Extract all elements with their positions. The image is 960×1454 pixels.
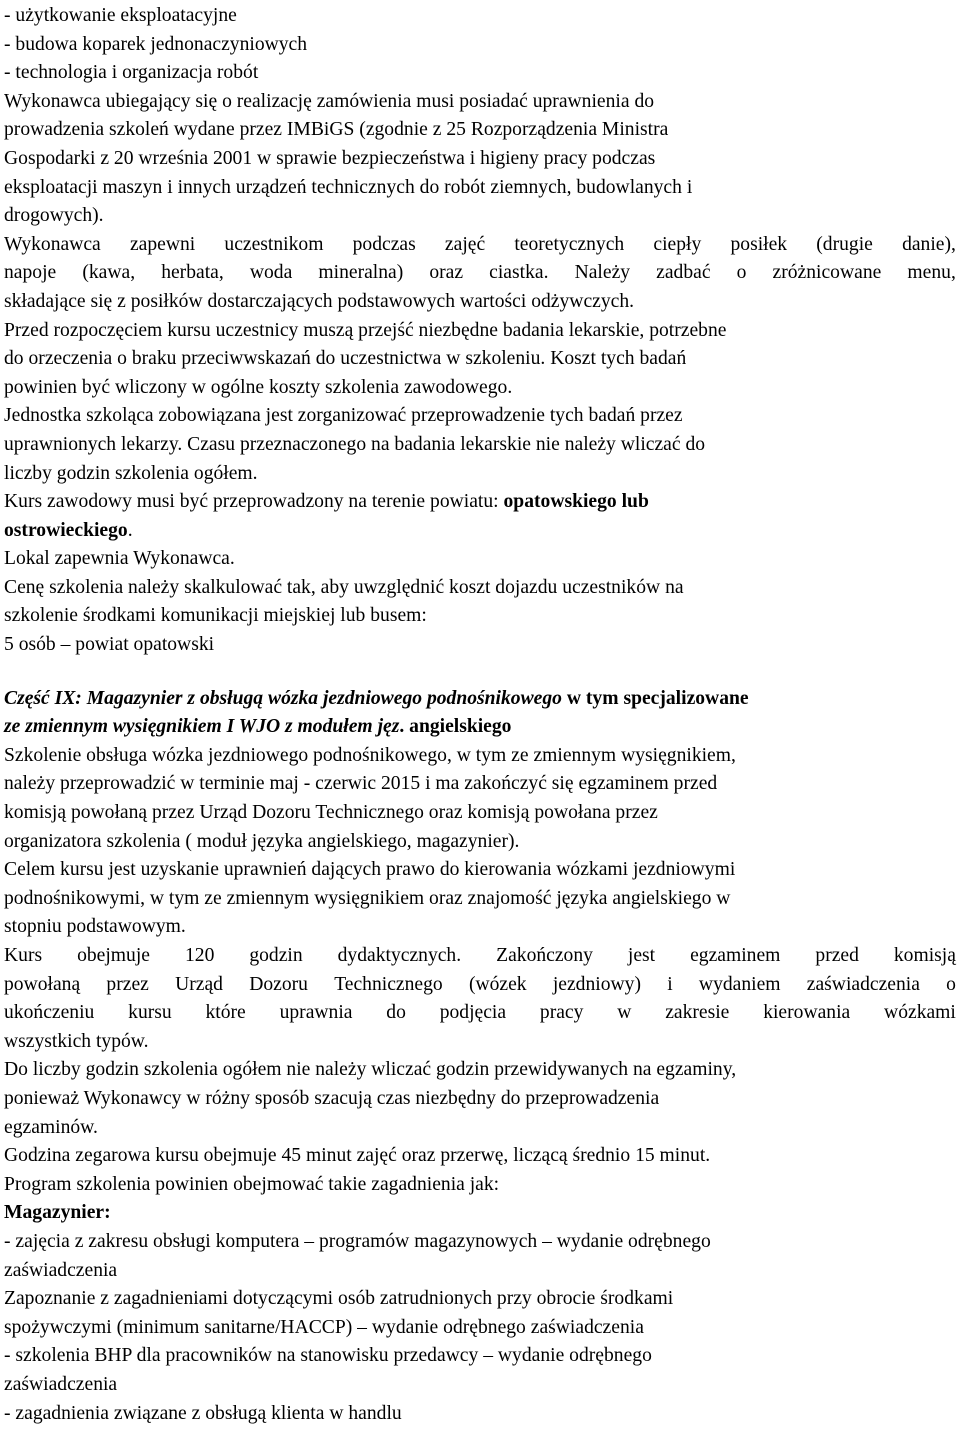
text-line <box>4 488 956 517</box>
word: kursu <box>128 1002 172 1024</box>
text-line: komisją powołaną przez Urząd Dozoru Technicznego oraz komisją powołana przez <box>4 802 658 824</box>
word: kierowania <box>763 1002 851 1024</box>
word: herbata, <box>161 262 224 284</box>
word: zróżnicowane <box>772 262 882 284</box>
text-line: Do liczby godzin szkolenia ogółem nie należy wliczać godzin przewidywanych na egzaminy, <box>4 1059 737 1081</box>
word: ciastka. <box>489 262 549 284</box>
list-item: - szkolenia BHP dla pracowników na stanowisku przedawcy – wydanie odrębnego <box>4 1345 652 1367</box>
word: które <box>205 1002 246 1024</box>
paragraph-cena <box>4 574 956 660</box>
list-item: - zagadnienia związane z obsługą klienta w handlu <box>4 1402 402 1424</box>
word: w <box>617 1002 632 1024</box>
word: powołaną <box>4 973 81 995</box>
text-line: Cenę szkolenia należy skalkulować tak, aby uwzględnić koszt dojazdu uczestników na <box>4 576 684 598</box>
list-item: zaświadczenia <box>4 1373 118 1395</box>
text-line <box>4 999 956 1028</box>
word: zakresie <box>665 1002 730 1024</box>
text-line: podnośnikowymi, w tym ze zmiennym wysięgnikiem oraz znajomość języka angielskiego w <box>4 887 731 909</box>
word: zapewni <box>129 233 196 255</box>
word: przed <box>815 945 859 966</box>
word: do <box>386 1002 406 1024</box>
list-top <box>4 2 956 88</box>
text-line: Program szkolenia powinien obejmować takie zagadnienia jak: <box>4 1173 500 1195</box>
word: woda <box>249 262 293 284</box>
word: i <box>667 973 673 995</box>
word: o <box>946 973 956 995</box>
text-line: liczby godzin szkolenia ogółem. <box>4 462 258 484</box>
text-line: do orzeczenia o braku przeciwwskazań do uczestnictwa w szkoleniu. Koszt tych badań <box>4 348 687 370</box>
word: wózkami <box>884 1002 956 1024</box>
text-line <box>4 517 956 546</box>
list-item: spożywczymi (minimum sanitarne/HACCP) – wydanie odrębnego zaświadczenia <box>4 1316 644 1338</box>
text-line <box>4 231 956 260</box>
text-line: prowadzenia szkoleń wydane przez IMBiGS (zgodnie z 25 Rozporządzenia Ministra <box>4 119 669 141</box>
paragraph-uprawnienia <box>4 88 956 231</box>
word: komisją <box>893 945 956 966</box>
word: 120 <box>184 945 215 966</box>
text-line: Wykonawca ubiegający się o realizację zamówienia musi posiadać uprawnienia do <box>4 90 655 112</box>
teren-prefix: Kurs zawodowy musi być przeprowadzony na terenie powiatu: <box>4 491 504 513</box>
word: Kurs <box>4 945 43 966</box>
word: Dozoru <box>249 973 308 995</box>
word: podjęcia <box>439 1002 507 1024</box>
heading-line <box>4 713 956 742</box>
word: zadbać <box>656 262 711 284</box>
heading-line <box>4 685 956 714</box>
word: dydaktycznych. <box>337 945 462 966</box>
word: egzaminem <box>690 945 781 966</box>
paragraph-kurs <box>4 942 956 1056</box>
text-line: składające się z posiłków dostarczających podstawowych wartości odżywczych. <box>4 290 635 312</box>
text-line: szkolenie środkami komunikacji miejskiej lub busem: <box>4 605 427 627</box>
word: przez <box>106 973 149 995</box>
word: posiłek <box>730 233 788 255</box>
text-line: powinien być wliczony w ogólne koszty szkolenia zawodowego. <box>4 376 513 398</box>
word: podczas <box>352 233 416 255</box>
list-item: - technologia i organizacja robót <box>4 62 259 84</box>
text-line: Godzina zegarowa kursu obejmuje 45 minut zajęć oraz przerwę, liczącą średnio 15 minut. <box>4 1145 711 1167</box>
word: danie), <box>902 233 956 255</box>
word: zaświadczenia <box>806 973 920 995</box>
text-line: Celem kursu jest uzyskanie uprawnień dających prawo do kierowania wózkami jezdniowymi <box>4 859 736 881</box>
list-magazynier <box>4 1228 956 1428</box>
heading-italic: ze zmiennym wysięgnikiem I WJO z modułem jęz <box>4 716 400 738</box>
text-line: uprawnionych lekarzy. Czasu przeznaczonego na badania lekarskie nie należy wliczać do <box>4 433 706 455</box>
list-item: Zapoznanie z zagadnieniami dotyczącymi osób zatrudnionych przy obrocie środkami <box>4 1288 674 1310</box>
word: (wózek <box>468 973 527 995</box>
lokal-text: Lokal zapewnia Wykonawca. <box>4 548 235 570</box>
teren-suffix: . <box>127 519 133 541</box>
word: uprawnia <box>279 1002 353 1024</box>
text-line: drogowych). <box>4 205 104 227</box>
list-item: - zajęcia z zakresu obsługi komputera – programów magazynowych – wydanie odrębnego <box>4 1230 711 1252</box>
word: Urząd <box>175 973 223 995</box>
list-item: zaświadczenia <box>4 1259 118 1281</box>
text-line: wszystkich typów. <box>4 1030 149 1052</box>
word: Zakończony <box>496 945 593 966</box>
text-line: Szkolenie obsługa wózka jezdniowego podnośnikowego, w tym ze zmiennym wysięgnikiem, <box>4 744 736 766</box>
word: o <box>736 262 747 284</box>
text-line: należy przeprowadzić w terminie maj - czerwic 2015 i ma zakończyć się egzaminem przed <box>4 773 718 795</box>
spacer <box>4 660 956 685</box>
paragraph-godziny <box>4 1056 956 1199</box>
text-line <box>4 942 956 971</box>
word: menu, <box>907 262 956 284</box>
list-item: - budowa koparek jednonaczyniowych <box>4 33 308 55</box>
word: jest <box>627 945 656 966</box>
text-line: Gospodarki z 20 września 2001 w sprawie bezpieczeństwa i higieny pracy podczas <box>4 147 656 169</box>
word: zajęć <box>444 233 486 255</box>
word: pracy <box>539 1002 584 1024</box>
word: mineralna) <box>318 262 404 284</box>
word: napoje <box>4 262 57 284</box>
word: Technicznego <box>334 973 443 995</box>
word: Wykonawca <box>4 233 101 255</box>
word: teoretycznych <box>514 233 625 255</box>
text-line: stopniu podstawowym. <box>4 916 186 938</box>
paragraph-cel <box>4 856 956 942</box>
word: godzin <box>249 945 303 966</box>
word: wydaniem <box>698 973 781 995</box>
word: obejmuje <box>77 945 150 966</box>
list-item: - użytkowanie eksploatacyjne <box>4 5 237 26</box>
word: jezdniowy) <box>552 973 641 995</box>
paragraph-szkolenie <box>4 742 956 856</box>
text-line: Jednostka szkoląca zobowiązana jest zorganizować przeprowadzenie tych badań przez <box>4 405 683 427</box>
heading-bold: w tym specjalizowane <box>561 687 749 709</box>
word: ukończeniu <box>4 1002 95 1024</box>
word: (drugie <box>816 233 873 255</box>
paragraph-badania <box>4 317 956 489</box>
magazynier-heading: Magazynier: <box>4 1202 111 1224</box>
teren-powiat-2: ostrowieckiego <box>4 519 128 541</box>
text-line: egzaminów. <box>4 1116 98 1138</box>
word: Należy <box>574 262 631 284</box>
heading-italic: Część IX: Magazynier z obsługą wózka jezdniowego podnośnikowego <box>4 687 562 709</box>
word: uczestnikom <box>224 233 324 255</box>
paragraph-posilek <box>4 231 956 317</box>
heading-bold: . angielskiego <box>399 716 512 738</box>
text-line: organizatora szkolenia ( moduł języka angielskiego, magazynier). <box>4 830 520 852</box>
word: oraz <box>429 262 464 284</box>
text-line: ponieważ Wykonawcy w różny sposób szacują czas niezbędny do przeprowadzenia <box>4 1087 660 1109</box>
paragraph-teren <box>4 488 956 545</box>
text-line: eksploatacji maszyn i innych urządzeń technicznych do robót ziemnych, budowlanych i <box>4 176 693 198</box>
section-ix-heading <box>4 685 956 742</box>
text-line: Przed rozpoczęciem kursu uczestnicy muszą przejść niezbędne badania lekarskie, potrzebne <box>4 319 727 341</box>
text-line <box>4 259 956 288</box>
text-line <box>4 971 956 1000</box>
word: ciepły <box>653 233 702 255</box>
teren-powiat-1: opatowskiego lub <box>503 491 649 513</box>
word: (kawa, <box>82 262 136 284</box>
text-line: 5 osób – powiat opatowski <box>4 634 215 656</box>
